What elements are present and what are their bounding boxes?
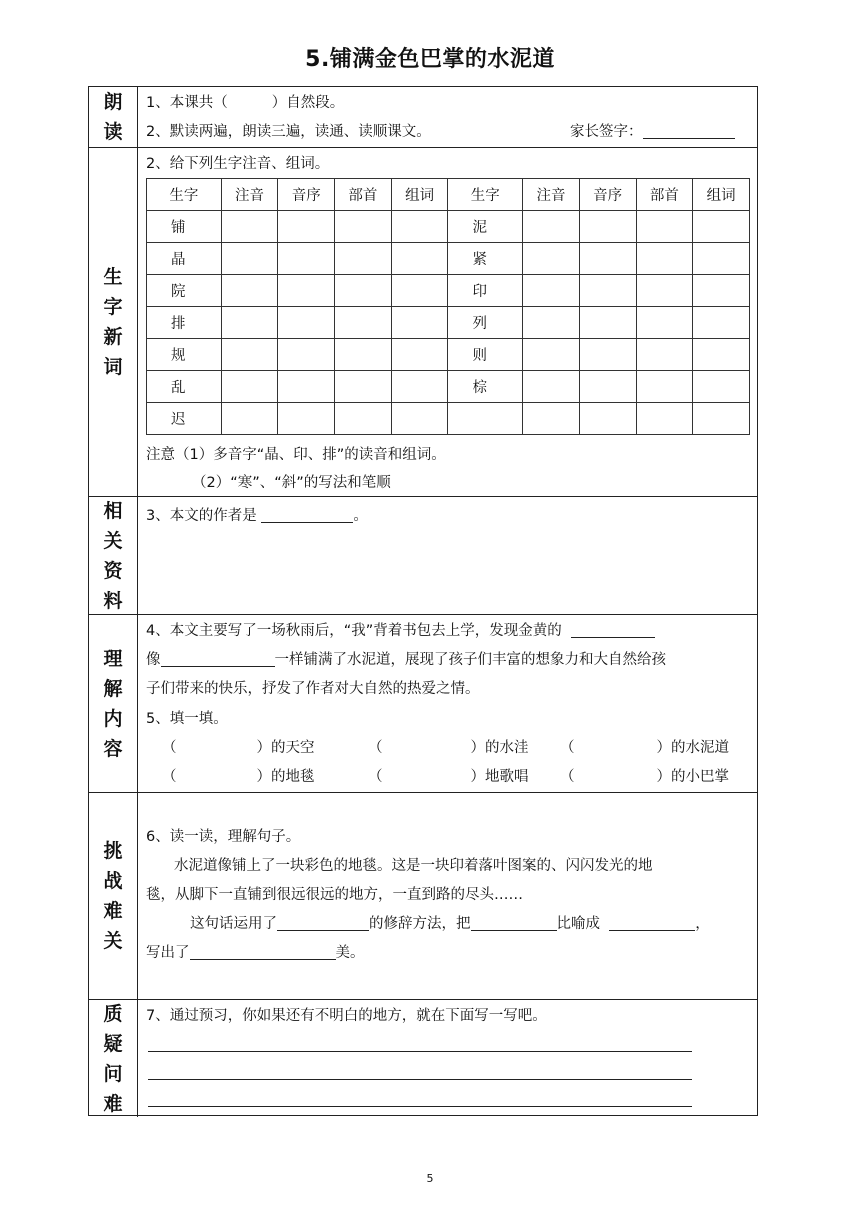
answer-cell[interactable] [278, 339, 335, 371]
answer-cell[interactable] [391, 403, 448, 435]
section-label-questions [89, 1000, 138, 1117]
worksheet-table [88, 86, 758, 1116]
fill-text: ）的水洼 [470, 740, 529, 756]
rhetoric-blank[interactable] [277, 914, 369, 931]
label-char: 关 [103, 529, 123, 552]
answer-cell[interactable] [579, 243, 636, 275]
header-cell: 生字 [448, 179, 523, 211]
char-cell: 棕 [448, 371, 523, 403]
parent-signature [570, 120, 735, 141]
beauty-blank[interactable] [190, 943, 336, 960]
label-char: 理 [103, 647, 123, 670]
char-cell: 乱 [147, 371, 222, 403]
answer-cell[interactable] [391, 275, 448, 307]
label-char: 关 [103, 930, 123, 952]
section-new-words [89, 148, 757, 497]
fill-text: ）地歌唱 [470, 769, 529, 785]
answer-cell[interactable] [579, 371, 636, 403]
answer-cell[interactable] [221, 211, 278, 243]
label-char: 朗 [103, 91, 123, 113]
answer-cell[interactable] [278, 243, 335, 275]
q3-prefix: 3、本文的作者是 [146, 508, 257, 524]
note-1: 注意（1）多音字“晶、印、排”的读音和组词。 [146, 447, 446, 463]
new-words-instruction: 2、给下列生字注音、组词。 [146, 156, 330, 172]
label-char: 难 [103, 1092, 123, 1115]
label-char: 新 [103, 326, 123, 348]
section-label-understand [89, 615, 138, 792]
fill-item [560, 736, 729, 757]
label-char: 读 [103, 121, 123, 143]
answer-cell[interactable] [278, 371, 335, 403]
fill-text: ）的地毯 [256, 769, 315, 785]
answer-cell[interactable] [221, 403, 278, 435]
answer-cell[interactable] [693, 339, 750, 371]
analysis-line-2 [146, 941, 365, 962]
q1-suffix: ）自然段。 [271, 95, 345, 111]
answer-cell[interactable] [221, 371, 278, 403]
answer-cell[interactable] [523, 275, 580, 307]
label-char: 解 [103, 677, 123, 700]
fill-text: ）的小巴掌 [656, 769, 729, 785]
char-cell: 规 [147, 339, 222, 371]
char-cell: 院 [147, 275, 222, 307]
signature-label: 家长签字： [570, 124, 643, 140]
answer-cell[interactable] [335, 339, 392, 371]
passage-line-2: 毯，从脚下一直铺到很远很远的地方，一直到路的尽头…… [146, 887, 523, 903]
table-row [147, 243, 750, 275]
label-char: 问 [103, 1062, 123, 1085]
answer-cell[interactable] [335, 307, 392, 339]
section-label-related [89, 497, 138, 614]
q4-text: 4、本文主要写了一场秋雨后，“我”背着书包去上学，发现金黄的 [146, 623, 562, 639]
table-row [147, 339, 750, 371]
section-reading [89, 87, 757, 148]
header-cell: 组词 [391, 179, 448, 211]
answer-cell[interactable] [636, 275, 693, 307]
header-cell: 注音 [523, 179, 580, 211]
answer-cell[interactable] [579, 339, 636, 371]
writing-line[interactable] [148, 1106, 692, 1107]
answer-cell[interactable] [636, 307, 693, 339]
char-cell: 泥 [448, 211, 523, 243]
char-cell: 则 [448, 339, 523, 371]
question-4-line3: 子们带来的快乐，抒发了作者对大自然的热爱之情。 [146, 681, 480, 697]
open-paren: （ [560, 740, 575, 756]
char-cell: 晶 [147, 243, 222, 275]
fill-item [162, 736, 315, 757]
fill-item [368, 765, 529, 786]
label-char: 字 [103, 296, 123, 318]
q4-text: 一样铺满了水泥道，展现了孩子们丰富的想象力和大自然给孩 [274, 652, 666, 668]
answer-cell[interactable] [636, 243, 693, 275]
q1-prefix: 1、本课共（ [146, 95, 228, 111]
character-table [146, 178, 750, 435]
header-cell: 音序 [278, 179, 335, 211]
open-paren: （ [162, 769, 177, 785]
open-paren: （ [162, 740, 177, 756]
answer-cell[interactable] [636, 211, 693, 243]
answer-cell[interactable] [391, 371, 448, 403]
open-paren: （ [560, 769, 575, 785]
label-char: 内 [103, 707, 123, 730]
question-5: 5、填一填。 [146, 711, 228, 727]
page-title: 5.铺满金色巴掌的水泥道 [305, 47, 555, 72]
table-row [147, 403, 750, 435]
analysis-text: ， [695, 916, 710, 932]
section-label-reading [89, 87, 138, 147]
answer-cell[interactable] [523, 243, 580, 275]
answer-cell[interactable] [523, 307, 580, 339]
label-char: 疑 [103, 1032, 123, 1055]
section-questions [89, 1000, 757, 1117]
char-cell: 列 [448, 307, 523, 339]
answer-cell[interactable] [221, 307, 278, 339]
char-cell: 印 [448, 275, 523, 307]
question-7: 7、通过预习，你如果还有不明白的地方，就在下面写一写吧。 [146, 1008, 547, 1024]
section-label-challenge [89, 793, 138, 999]
analysis-text: 这句话运用了 [190, 916, 277, 932]
table-row [147, 211, 750, 243]
char-cell: 排 [147, 307, 222, 339]
section-label-new-words [89, 148, 138, 496]
answer-cell[interactable] [693, 275, 750, 307]
header-cell: 注音 [221, 179, 278, 211]
answer-cell[interactable] [278, 211, 335, 243]
answer-cell[interactable] [278, 275, 335, 307]
answer-cell[interactable] [391, 339, 448, 371]
question-4-line2 [146, 648, 666, 669]
header-cell: 生字 [147, 179, 222, 211]
passage-line-1: 水泥道像铺上了一块彩色的地毯。这是一块印着落叶图案的、闪闪发光的地 [174, 858, 653, 874]
answer-cell[interactable] [278, 307, 335, 339]
answer-cell[interactable] [693, 243, 750, 275]
answer-cell[interactable] [579, 403, 636, 435]
answer-cell[interactable] [523, 403, 580, 435]
answer-cell[interactable] [523, 211, 580, 243]
answer-cell[interactable] [221, 243, 278, 275]
answer-cell[interactable] [636, 403, 693, 435]
section-related [89, 497, 757, 615]
writing-line[interactable] [148, 1079, 692, 1080]
analysis-line-1 [190, 912, 710, 933]
writing-line[interactable] [148, 1051, 692, 1052]
answer-cell[interactable] [579, 307, 636, 339]
answer-cell[interactable] [693, 371, 750, 403]
question-2: 2、默读两遍，朗读三遍，读通、读顺课文。 [146, 124, 431, 140]
analysis-text: 写出了 [146, 945, 190, 961]
char-cell: 紧 [448, 243, 523, 275]
fill-text: ）的水泥道 [656, 740, 729, 756]
signature-blank[interactable] [643, 122, 735, 139]
answer-cell[interactable] [693, 211, 750, 243]
compared-blank[interactable] [609, 914, 695, 931]
open-paren: （ [368, 769, 383, 785]
label-char: 料 [103, 589, 123, 612]
note-2: （2）“寒”、“斜”的写法和笔顺 [192, 475, 391, 491]
question-3 [146, 504, 368, 525]
label-char: 战 [103, 870, 123, 892]
header-cell: 音序 [579, 179, 636, 211]
answer-cell[interactable] [579, 211, 636, 243]
q4-blank-1[interactable] [571, 621, 655, 638]
char-cell [448, 403, 523, 435]
answer-cell[interactable] [693, 307, 750, 339]
table-row [147, 371, 750, 403]
analysis-text: 美。 [335, 945, 365, 961]
fill-item [162, 765, 315, 786]
answer-cell[interactable] [335, 243, 392, 275]
open-paren: （ [368, 740, 383, 756]
table-row [147, 275, 750, 307]
answer-cell[interactable] [335, 275, 392, 307]
analysis-text: 比喻成 [556, 916, 600, 932]
label-char: 难 [103, 900, 123, 922]
table-row [147, 307, 750, 339]
label-char: 相 [103, 499, 123, 522]
q3-suffix: 。 [353, 508, 368, 524]
answer-cell[interactable] [221, 339, 278, 371]
char-cell: 铺 [147, 211, 222, 243]
answer-cell[interactable] [523, 339, 580, 371]
header-cell: 部首 [636, 179, 693, 211]
answer-cell[interactable] [523, 371, 580, 403]
label-char: 资 [103, 559, 123, 582]
fill-item [368, 736, 529, 757]
answer-cell[interactable] [335, 371, 392, 403]
label-char: 生 [103, 266, 123, 288]
fill-text: ）的天空 [256, 740, 315, 756]
answer-cell[interactable] [636, 339, 693, 371]
answer-cell[interactable] [391, 243, 448, 275]
answer-cell[interactable] [335, 403, 392, 435]
label-char: 容 [103, 737, 123, 760]
analysis-text: 的修辞方法，把 [369, 916, 471, 932]
answer-cell[interactable] [636, 371, 693, 403]
label-char: 质 [103, 1002, 123, 1025]
page-number: 5 [426, 1172, 434, 1185]
section-challenge [89, 793, 757, 1000]
answer-cell[interactable] [278, 403, 335, 435]
q4-blank-2[interactable] [161, 650, 275, 667]
question-4-line1 [146, 619, 655, 640]
answer-cell[interactable] [335, 211, 392, 243]
fill-item [560, 765, 729, 786]
author-blank[interactable] [261, 506, 353, 523]
answer-cell[interactable] [391, 307, 448, 339]
table-header-row [147, 179, 750, 211]
question-1 [146, 91, 344, 112]
label-char: 词 [103, 356, 123, 378]
object-blank[interactable] [471, 914, 557, 931]
header-cell: 部首 [335, 179, 392, 211]
char-cell: 迟 [147, 403, 222, 435]
q4-text: 像 [146, 652, 161, 668]
header-cell: 组词 [693, 179, 750, 211]
answer-cell[interactable] [391, 211, 448, 243]
answer-cell[interactable] [579, 275, 636, 307]
answer-cell[interactable] [693, 403, 750, 435]
answer-cell[interactable] [221, 275, 278, 307]
section-understand [89, 615, 757, 793]
question-6: 6、读一读，理解句子。 [146, 829, 301, 845]
label-char: 挑 [103, 840, 123, 862]
